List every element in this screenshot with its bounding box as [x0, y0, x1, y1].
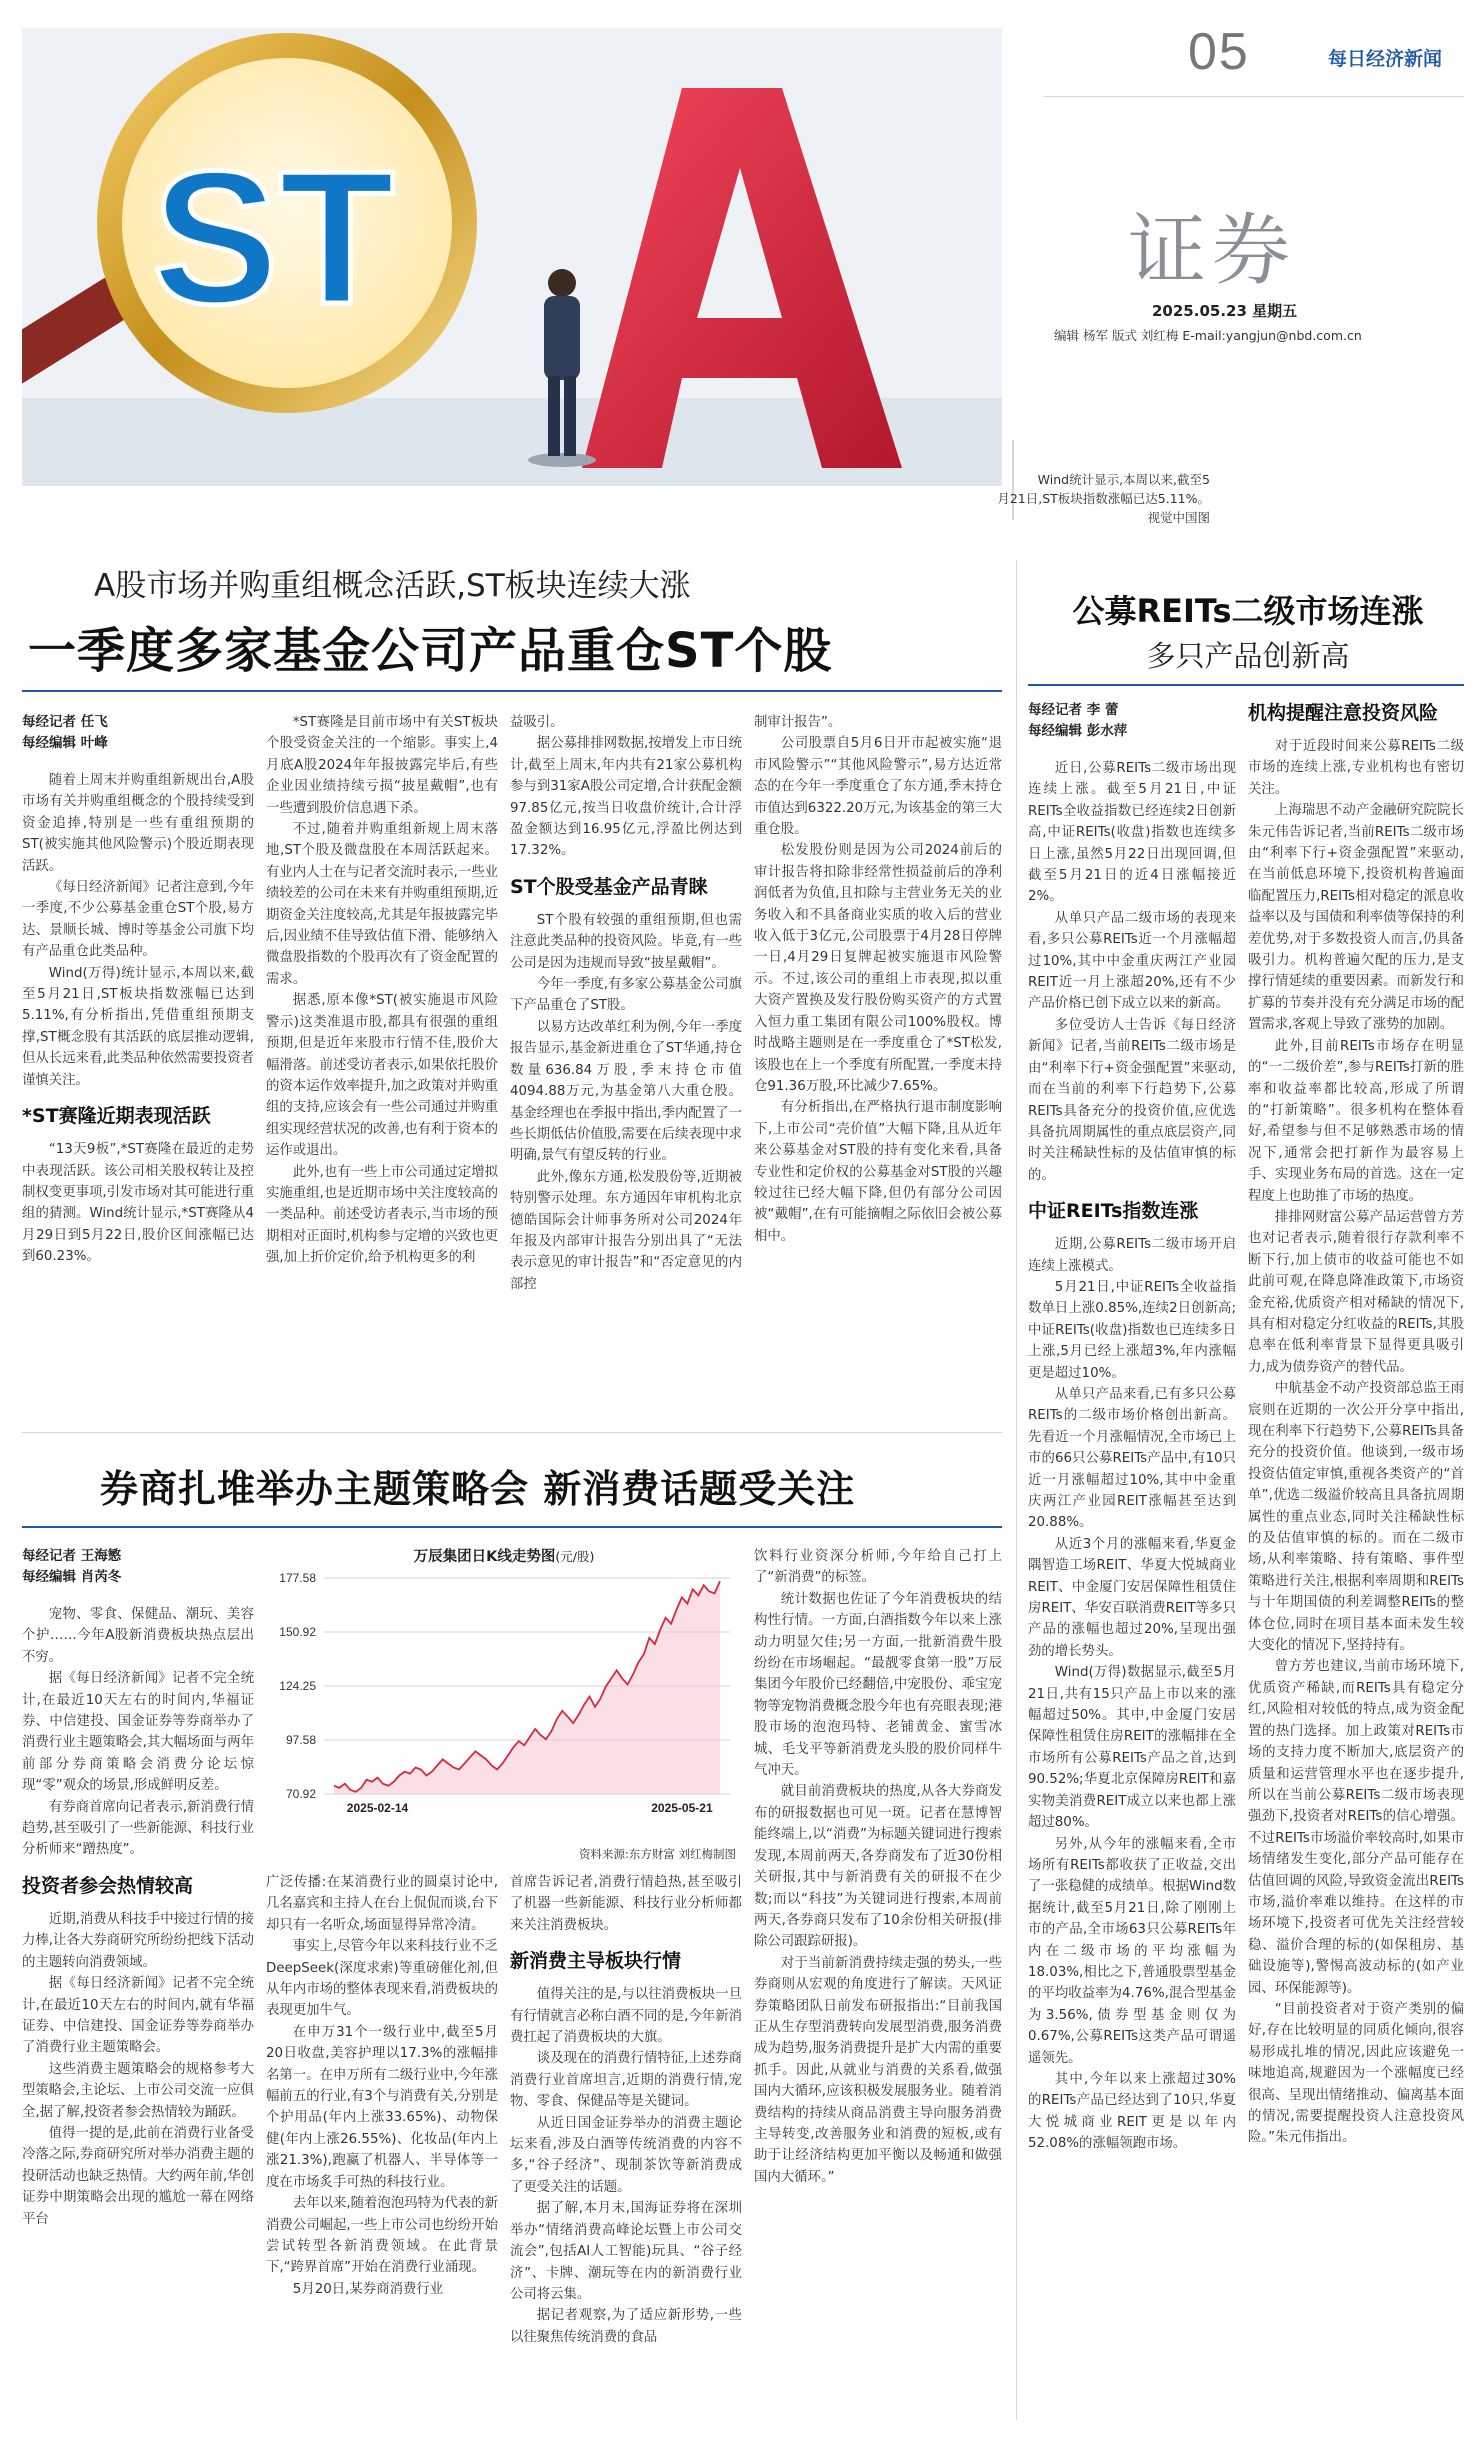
article2-paragraph: 谈及现在的消费行情特征,上述券商消费行业首席坦言,近期的消费行情,宠物、零食、保健品等是关键词。: [510, 2051, 742, 2110]
chart-y-tick-label: 97.58: [285, 1733, 316, 1748]
article2-column-1: [22, 1546, 254, 2424]
article3-paragraph: 此外,目前REITs市场存在明显的“一二级价差”,参与REITs打新的胜率和收益率都比较高,形成了所谓的“打新策略”。很多机构在整体看好,希望参与但不足够熟悉市场的情况下,通常会把打新作为最容易上手、实现业务布局的首选。这在一定程度上也助推了市场的热度。: [1248, 1038, 1464, 1204]
editor-info: 编辑 杨军 版式 刘红梅 E-mail:yangjun@nbd.com.cn: [1054, 328, 1362, 343]
article1-paragraph: 随着上周末并购重组新规出台,A股市场有关并购重组概念的个股持续受到资金追捧,特别是一些有重组预期的ST(被实施其他风险警示)个股近期表现活跃。: [22, 773, 254, 874]
chart-source: 资料来源:东方财富 刘红梅制图: [578, 1847, 736, 1861]
article2-paragraph: 在申万31个一级行业中,截至5月20日收盘,美容护理以17.3%的涨幅排名第一。在申万所有二级行业中,今年涨幅前五的行业,有3个与消费有关,分别是个护用品(年内上涨33.65%)、动物保健(年内上涨26.55%)、化妆品(年内上涨21.3%),跑赢了机器人、半导体等一度在市场炙手可热的科技行业。: [266, 2024, 498, 2190]
article3-column-1: [1028, 700, 1236, 2424]
article3-paragraph: 曾方芳也建议,当前市场环境下,优质资产稀缺,而REITs具有稳定分红,风险相对较低的特点,成为资金配置的热门选择。加上政策对REITs市场的支持力度不断加大,底层资产的质量和运营管理水平也在逐步提升,所以在当前公募REITs二级市场表现强劲下,投资者对REITs的信心增强。不过REITs市场溢价率较高时,如果市场情绪发生变化,部分产品可能存在估值回调的风险,导致资金流出REITs市场,溢价率难以维持。在这样的市场环境下,投资者可优先关注经营较稳、溢价合理的标的(如保租房、基础设施等),警惕高波动标的(如产业园、环保能源等)。: [1248, 1659, 1464, 1996]
article3-paragraph: 排排网财富公募产品运营曾方芳也对记者表示,随着很行存款利率不断下行,加上债市的收益可能也不如此前可观,在降息降准政策下,市场资金充裕,优质资产相对稀缺的情况下,具有相对稳定分红收益的REITs,其股息率在低利率背景下显得更具吸引力,成为债券资产的替代品。: [1248, 1209, 1464, 1375]
chart-plot: [262, 1568, 746, 1838]
article1-subheading-1: *ST赛隆近期表现活跃: [22, 1105, 211, 1128]
article1-editor: 每经编辑 叶峰: [22, 735, 108, 751]
article1-paragraph: 据悉,原本像*ST(被实施退市风险警示)这类准退市股,都具有很强的重组预期,但是近年来股市行情不佳,股价大幅滑落。前述受访者表示,如果依托股价的资本运作效率提升,加之政策对并购重组的支持,应该会有一些公司通过并购重组实现经营状况的改善,也有利于资本的运作或退出。: [266, 993, 498, 1159]
article1-paragraph: 公司股票自5月6日开市起被实施“退市风险警示”“其他风险警示”,易方达近常态的在今年一季度重仓了东方通,季末持仓市值达到6322.20万元,为该基金的第三大重仓股。: [754, 736, 1002, 838]
hero-illustration: [22, 28, 1002, 486]
article2-headline: 券商扎堆举办主题策略会 新消费话题受关注: [100, 1467, 856, 1511]
article1-paragraph: 此外,像东方通,松发股份等,近期被特别警示处理。东方通因年审机构北京德皓国际会计师事务所对公司2024年年报及内部审计报告分别出具了“无法表示意见的审计报告”和“否定意见的内部控: [510, 1169, 742, 1292]
article3-paragraph: 近期,公募REITs二级市场开启连续上涨模式。: [1028, 1237, 1236, 1274]
article3-paragraph: 另外,从今年的涨幅来看,全市场所有REITs都收获了正收益,交出了一张稳健的成绩单。根据Wind数据统计,截至5月21日,除了刚刚上市的产品,全市场63只公募REITs年内在二级市场的平均涨幅为18.03%,相比之下,普通股票型基金的平均收益率为4.76%,混合型基金为3.56%,债券型基金则仅为0.67%,公募REITs这类产品可谓遥遥领先。: [1028, 1836, 1236, 2066]
article1-paragraph: ST个股有较强的重组预期,但也需注意此类品种的投资风险。毕竟,有一些公司是因为违规而导致“披星戴帽”。: [510, 912, 742, 971]
article3-paragraph: Wind(万得)数据显示,截至5月21日,共有15只产品上市以来的涨幅超过50%。其中,中金厦门安居保障性租赁住房REIT的涨幅排在全市场所有公募REITs产品之首,达到90.52%;华夏北京保障房REIT和嘉实物美消费REIT成立以来也都上涨超过80%。: [1028, 1665, 1236, 1831]
issue-date: 2025.05.23 星期五: [1152, 302, 1298, 320]
article3-paragraph: 从近3个月的涨幅来看,华夏金隅智造工场REIT、华夏大悦城商业REIT、中金厦门安居保障性租赁住房REIT、华安百联消费REIT等多只产品的涨幅也超过20%,呈现出强劲的增长势头。: [1028, 1536, 1236, 1659]
article2-paragraph: 宠物、零食、保健品、潮玩、美容个护……今年A股新消费板块热点层出不穷。: [22, 1607, 254, 1665]
article-divider: [22, 1432, 1002, 1433]
chart-x-tick-label: 2025-05-21: [651, 1801, 713, 1815]
hero-caption-line-2: 月21日,ST板块指数涨幅已达5.11%。: [997, 491, 1210, 506]
page-number: 05: [1188, 23, 1250, 81]
article1-paragraph: 此外,也有一些上市公司通过定增拟实施重组,也是近期市场中关注度较高的一类品种。前述受访者表示,当市场的预期相对正面时,机构参与定增的兴致也更强,加上折价定价,给予机构更多的利: [266, 1164, 498, 1266]
article1-rule: [22, 690, 1002, 692]
article2-subheading-2: 新消费主导板块行情: [510, 1950, 682, 1973]
article2-reporter: 每经记者 王海慜: [22, 1548, 122, 1564]
chart-series-area: [334, 1581, 720, 1794]
article2-paragraph: 这些消费主题策略会的规格参考大型策略会,主论坛、上市公司交流一应俱全,据了解,投资者参会热情较为踊跃。: [22, 2061, 254, 2120]
article2-paragraph: 据了解,本月末,国海证券将在深圳举办“情绪消费高峰论坛暨上市公司交流会”,包括AI人工智能)玩具、“谷子经济”、卡牌、潮玩等在内的新消费行业公司将云集。: [510, 2201, 742, 2302]
article2-paragraph: 值得一提的是,此前在消费行业备受冷落之际,券商研究所对举办消费主题的投研活动也缺乏热情。大约两年前,华创证券中期策略会出现的尴尬一幕在网络平台: [22, 2125, 254, 2227]
article2-paragraph: 饮料行业资深分析师,今年给自己打上了“新消费”的标签。: [754, 1549, 1002, 1586]
article2-paragraph: 据《每日经济新闻》记者不完全统计,在最近10天左右的时间内,就有华福证券、中信建投、国金证券等券商举办了消费行业主题策略会。: [22, 1976, 254, 2056]
chart-y-tick-label: 124.25: [279, 1679, 316, 1693]
article2-paragraph: 去年以来,随着泡泡玛特为代表的新消费公司崛起,一些上市公司也纷纷开始尝试转型各新消费领域。在此背景下,“跨界首席”开始在消费行业涌现。: [266, 2196, 498, 2276]
article1-column-3: [510, 712, 742, 1422]
article2-paragraph: 近期,消费从科技手中接过行情的接力棒,让各大券商研究所纷纷把线下活动的主题转向消费领域。: [22, 1911, 254, 1970]
article3-headline-1: 公募REITs二级市场连涨: [1072, 592, 1424, 630]
article3-paragraph: 其中,今年以来上涨超过30%的REITs产品已经达到了10只,华夏大悦城商业REIT更是以年内52.08%的涨幅领跑市场。: [1028, 2071, 1236, 2152]
article1-paragraph: 不过,随着并购重组新规上周末落地,ST个股及微盘股在本周活跃起来。有业内人士在与记者交流时表示,一些业绩较差的公司在未来有并购重组预期,近期资金关注度较高,尤其是年报披露完毕后,因业绩不佳导致估值下滑、能够纳入微盘股指数的个股再次有了资金配置的需求。: [266, 822, 498, 987]
hero-caption: [990, 470, 1210, 527]
article2-paragraph: 据记者观察,为了适应新形势,一些以往聚焦传统消费的食品: [510, 2308, 742, 2345]
article1-headline: 一季度多家基金公司产品重仓ST个股: [28, 623, 833, 679]
article2-paragraph: 对于当前新消费持续走强的势头,一些券商则从宏观的角度进行了解读。天风证券策略团队日前发布研报指出:“目前我国正从生存型消费转向发展型消费,服务消费成为趋势,服务消费提升是扩大内需的重要抓手。因此,从就业与消费的关系看,做强国内大循环,应该积极发展服务业。随着消费结构的持续从商品消费主导向服务消费主导转变,改善服务业和消费的短板,或有助于让经济结构更加平衡以及畅通和做强国内大循环。”: [754, 1955, 1002, 2185]
chart-unit: (元/股): [555, 1549, 595, 1564]
article1-paragraph: Wind(万得)统计显示,本周以来,截至5月21日,ST板块指数涨幅已达到5.11%,有分析指出,凭借重组预期支撑,ST概念股有其活跃的底层推动逻辑,但从长远来看,此类品种依然需要投资者谨慎关注。: [22, 965, 254, 1088]
chart-title-text: 万辰集团日K线走势图: [413, 1549, 556, 1565]
article1-kicker: A股市场并购重组概念活跃,ST板块连续大涨: [94, 568, 691, 604]
article3-subheading-2: 机构提醒注意投资风险: [1248, 702, 1439, 724]
article3-headline-2: 多只产品创新高: [1146, 639, 1350, 673]
newspaper-name: 每日经济新闻: [1328, 48, 1443, 70]
article2-column-2: [266, 1872, 498, 2424]
masthead-divider: [1044, 96, 1464, 97]
article2-column-3: [510, 1872, 742, 2424]
article2-column-4: [754, 1546, 1002, 2424]
hero-caption-line-1: Wind统计显示,本周以来,截至5: [1037, 472, 1210, 487]
article3-paragraph: 从单只产品二级市场的表现来看,多只公募REITs近一个月涨幅超过10%,其中中金重庆两江产业园REIT近一月上涨超20%,还有不少产品价格已创下成立以来的新高。: [1028, 910, 1236, 1012]
article1-paragraph: 松发股份则是因为公司2024前后的审计报告将扣除非经常性损益前后的净利润低者为负值,且扣除与主营业务无关的业务收入和不具备商业实质的收入后的营业收入低于3亿元,公司股票于4月28日停牌一日,4月29日复牌起被实施退市风险警示。不过,该公司的重组上市表现,拟以重大资产置换及发行股份购买资产的方式置入恒力重工集团有限公司100%股权。博时战略主题则是在一季度重仓了*ST松发,该股也在上一个季度有所配置,一季度末持仓91.36万股,环比减少7.65%。: [754, 843, 1002, 1094]
chart-y-tick-label: 177.58: [279, 1571, 316, 1585]
article3-editor: 每经编辑 彭水萍: [1028, 723, 1128, 739]
article1-paragraph: 以易方达改革红利为例,今年一季度报告显示,基金新进重仓了ST华通,持仓数量636.84万股,季末持仓市值4094.88万元,为基金第八大重仓股。基金经理也在季报中指出,季内配置了一些长期低估价值股,需要在后续表现中求明确,景气有望反转的行业。: [510, 1019, 742, 1164]
article2-paragraph: 有券商首席向记者表示,新消费行情趋势,甚至吸引了一些新能源、科技行业分析师来“蹭热度”。: [22, 1799, 254, 1858]
article3-reporter: 每经记者 李 蕾: [1028, 702, 1119, 718]
article2-rule: [22, 1526, 1002, 1528]
article2-paragraph: 广泛传播:在某消费行业的圆桌讨论中,几名嘉宾和主持人在台上侃侃而谈,台下却只有一名听众,场面显得异常冷清。: [266, 1875, 498, 1933]
stock-chart: [262, 1546, 746, 1864]
chart-y-tick-label: 70.92: [285, 1787, 316, 1801]
hero-photo-credit: 视觉中国图: [1147, 510, 1210, 525]
article1-subheading-2: ST个股受基金产品青睐: [510, 875, 708, 898]
chart-x-tick-label: 2025-02-14: [346, 1801, 409, 1815]
article3-subheading-1: 中证REITs指数连涨: [1028, 1200, 1199, 1223]
article2-paragraph: 首席告诉记者,消费行情趋热,甚至吸引了机器一些新能源、科技行业分析师都来关注消费板块。: [510, 1875, 742, 1933]
article1-paragraph: “13天9板”,*ST赛隆在最近的走势中表现活跃。该公司相关股权转让及控制权变更事项,引发市场对其可能进行重组的猜测。Wind统计显示,*ST赛隆从4月29日到5月22日,股价区间涨幅已达到60.23%。: [22, 1142, 254, 1265]
hero-st-text: ST: [152, 132, 395, 344]
article1-paragraph: 益吸引。: [510, 715, 564, 730]
article2-paragraph: 据《每日经济新闻》记者不完全统计,在最近10天左右的时间内,华福证券、中信建投、国金证券等券商举办了消费行业主题策略会,其大幅场面与两年前部分券商策略会消费分论坛惊现“零”观众的场景,形成鲜明反差。: [22, 1671, 254, 1794]
article1-paragraph: 有分析指出,在严格执行退市制度影响下,上市公司“壳价值”大幅下降,且从近年来公募基金对ST股的持有变化来看,具备专业性和定价权的公募基金对ST股的兴趣较过往已经大幅下降,但仍有部分公司因被“戴帽”,在有可能摘帽之际依旧会被公募相中。: [754, 1100, 1002, 1244]
article3-paragraph: 对于近段时间来公募REITs二级市场的连续上涨,专业机构也有密切关注。: [1248, 739, 1464, 797]
article2-subheading-1: 投资者参会热情较高: [22, 1874, 194, 1897]
article1-column-4: [754, 712, 1002, 1422]
article1-paragraph: 据公募排排网数据,按增发上市日统计,截至上周末,年内共有21家公募机构参与到31家A股公司定增,合计获配金额97.85亿元,按当日收盘价统计,合计浮盈金额达到16.95亿元,浮盈比例达到17.32%。: [510, 736, 742, 859]
section-title: 证券: [1128, 206, 1297, 296]
article2-paragraph: 5月20日,某券商消费行业: [292, 2281, 444, 2297]
article1-paragraph: *ST赛隆是目前市场中有关ST板块个股受资金关注的一个缩影。事实上,4月底A股2024年年报披露完毕后,有些企业因业绩持续亏损“披星戴帽”,也有一些遭到股价信息遇下杀。: [266, 715, 498, 816]
column-divider: [1016, 560, 1017, 2420]
article2-editor: 每经编辑 肖芮冬: [22, 1569, 122, 1585]
article3-paragraph: 5月21日,中证REITs全收益指数单日上涨0.85%,连续2日创新高;中证REITs(收盘)指数也已连续多日上涨,5月已经上涨超3%,年内涨幅更是超过10%。: [1028, 1279, 1236, 1381]
article3-rule: [1028, 684, 1464, 686]
article1-column-1: [22, 712, 254, 1422]
chart-title: [262, 1546, 746, 1568]
article3-paragraph: 多位受访人士告诉《每日经济新闻》记者,当前REITs二级市场是由“利率下行+资金强配置”来驱动,而在当前的利率下行趋势下,公募REITs具备充分的投资价值,应优选具备抗周期属性的重点底层资产,同时关注稀缺性标的及估值审慎的标的。: [1028, 1017, 1236, 1183]
article3-paragraph: 中航基金不动产投资部总监王雨宸则在近期的一次公开分享中指出,现在利率下行趋势下,公募REITs具备充分的投资价值。他谈到,一级市场投资估值定审慎,重视各类资产的“首单”,优选二级溢价较高且具备抗周期属性的重点业态,同时关注稀缺性标的及估值审慎的标的。而在二级市场,从利率策略、持有策略、事件型策略进行关注,根据利率周期和REITs与十年期国债的利差调整REITs的整体仓位,同时在项目基本面未发生较大变化的情况下,坚持持有。: [1248, 1381, 1464, 1654]
article1-paragraph: 今年一季度,有多家公募基金公司旗下产品重仓了ST股。: [510, 977, 742, 1014]
article1-paragraph: 制审计报告”。: [754, 715, 842, 730]
article2-paragraph: 事实上,尽管今年以来科技行业不乏DeepSeek(深度求索)等重磅催化剂,但从年内市场的整体表现来看,消费板块的表现更加牛气。: [266, 1939, 498, 2019]
article3-paragraph: 上海瑞思不动产金融研究院院长朱元伟告诉记者,当前REITs二级市场由“利率下行+资金强配置”来驱动,在当前低息环境下,投资机构普遍面临配置压力,REITs相对稳定的派息收益率以及与国债和利率债等保持的利差优势,对于多数投资人而言,仍具备吸引力。机构普遍欠配的压力,是支撑行情延续的重要因素。而新发行和扩募的节奏并没有充分满足市场的配置需求,客观上导致了涨势的加剧。: [1248, 803, 1464, 1033]
article1-paragraph: 《每日经济新闻》记者注意到,今年一季度,不少公募基金重仓ST个股,易方达、景顺长城、博时等基金公司旗下均有产品重仓此类品种。: [22, 880, 254, 960]
article3-paragraph: “目前投资者对于资产类别的偏好,存在比较明显的同质化倾向,很容易形成扎堆的情况,因此应该避免一味地追高,规避因为一个涨幅度已经很高、呈现出情绪推动、偏离基本面的情况,需要提醒投资人注意投资风险。”朱元伟指出。: [1248, 2001, 1464, 2146]
article2-paragraph: 值得关注的是,与以往消费板块一旦有行情就言必称白酒不同的是,今年新消费扛起了消费板块的大旗。: [510, 1987, 742, 2046]
article2-paragraph: 从近日国金证券举办的消费主题论坛来看,涉及白酒等传统消费的内容不多,“谷子经济”、现制茶饮等新消费成了更受关注的话题。: [510, 2115, 742, 2195]
article3-column-2: [1248, 700, 1464, 2424]
article2-paragraph: 统计数据也佐证了今年消费板块的结构性行情。一方面,白酒指数今年以来上涨动力明显欠佳;另一方面,一批新消费牛股纷纷在市场崛起。“最靓零食第一股”万辰集团今年股价已经翻倍,中宠股份、乖宝宠物等宠物消费概念股今年也有亮眼表现;港股市场的泡泡玛特、老铺黄金、蜜雪冰城、毛戈平等新消费龙头股的股价同样牛气冲天。: [754, 1591, 1002, 1779]
article3-paragraph: 近日,公募REITs二级市场出现连续上涨。截至5月21日,中证REITs全收益指数已经连续2日创新高,中证REITs(收盘)指数也连续多日上涨,虽然5月22日出现回调,但截至5月21日的近4日涨幅接近2%。: [1028, 761, 1236, 905]
hero-graphic: [22, 28, 1002, 486]
article1-reporter: 每经记者 任飞: [22, 714, 108, 730]
article1-column-2: [266, 712, 498, 1422]
chart-y-tick-label: 150.92: [279, 1624, 316, 1639]
article3-paragraph: 从单只产品来看,已有多只公募REITs的二级市场价格创出新高。先看近一个月涨幅情况,全市场已上市的66只公募REITs产品中,有10只近一月涨幅超过10%,其中中金重庆两江产业园REIT涨幅甚至达到20.88%。: [1028, 1386, 1236, 1531]
article2-paragraph: 就目前消费板块的热度,从各大券商发布的研报数据也可见一斑。记者在慧博智能终端上,以“消费”为标题关键词进行搜索发现,本周前两天,各券商发布了近30份相关研报,其中与新消费有关的研报不在少数;而以“科技”为关键词进行搜索,本周前两天,各券商只发布了10余份相关研报(排除公司跟踪研报)。: [754, 1784, 1002, 1950]
